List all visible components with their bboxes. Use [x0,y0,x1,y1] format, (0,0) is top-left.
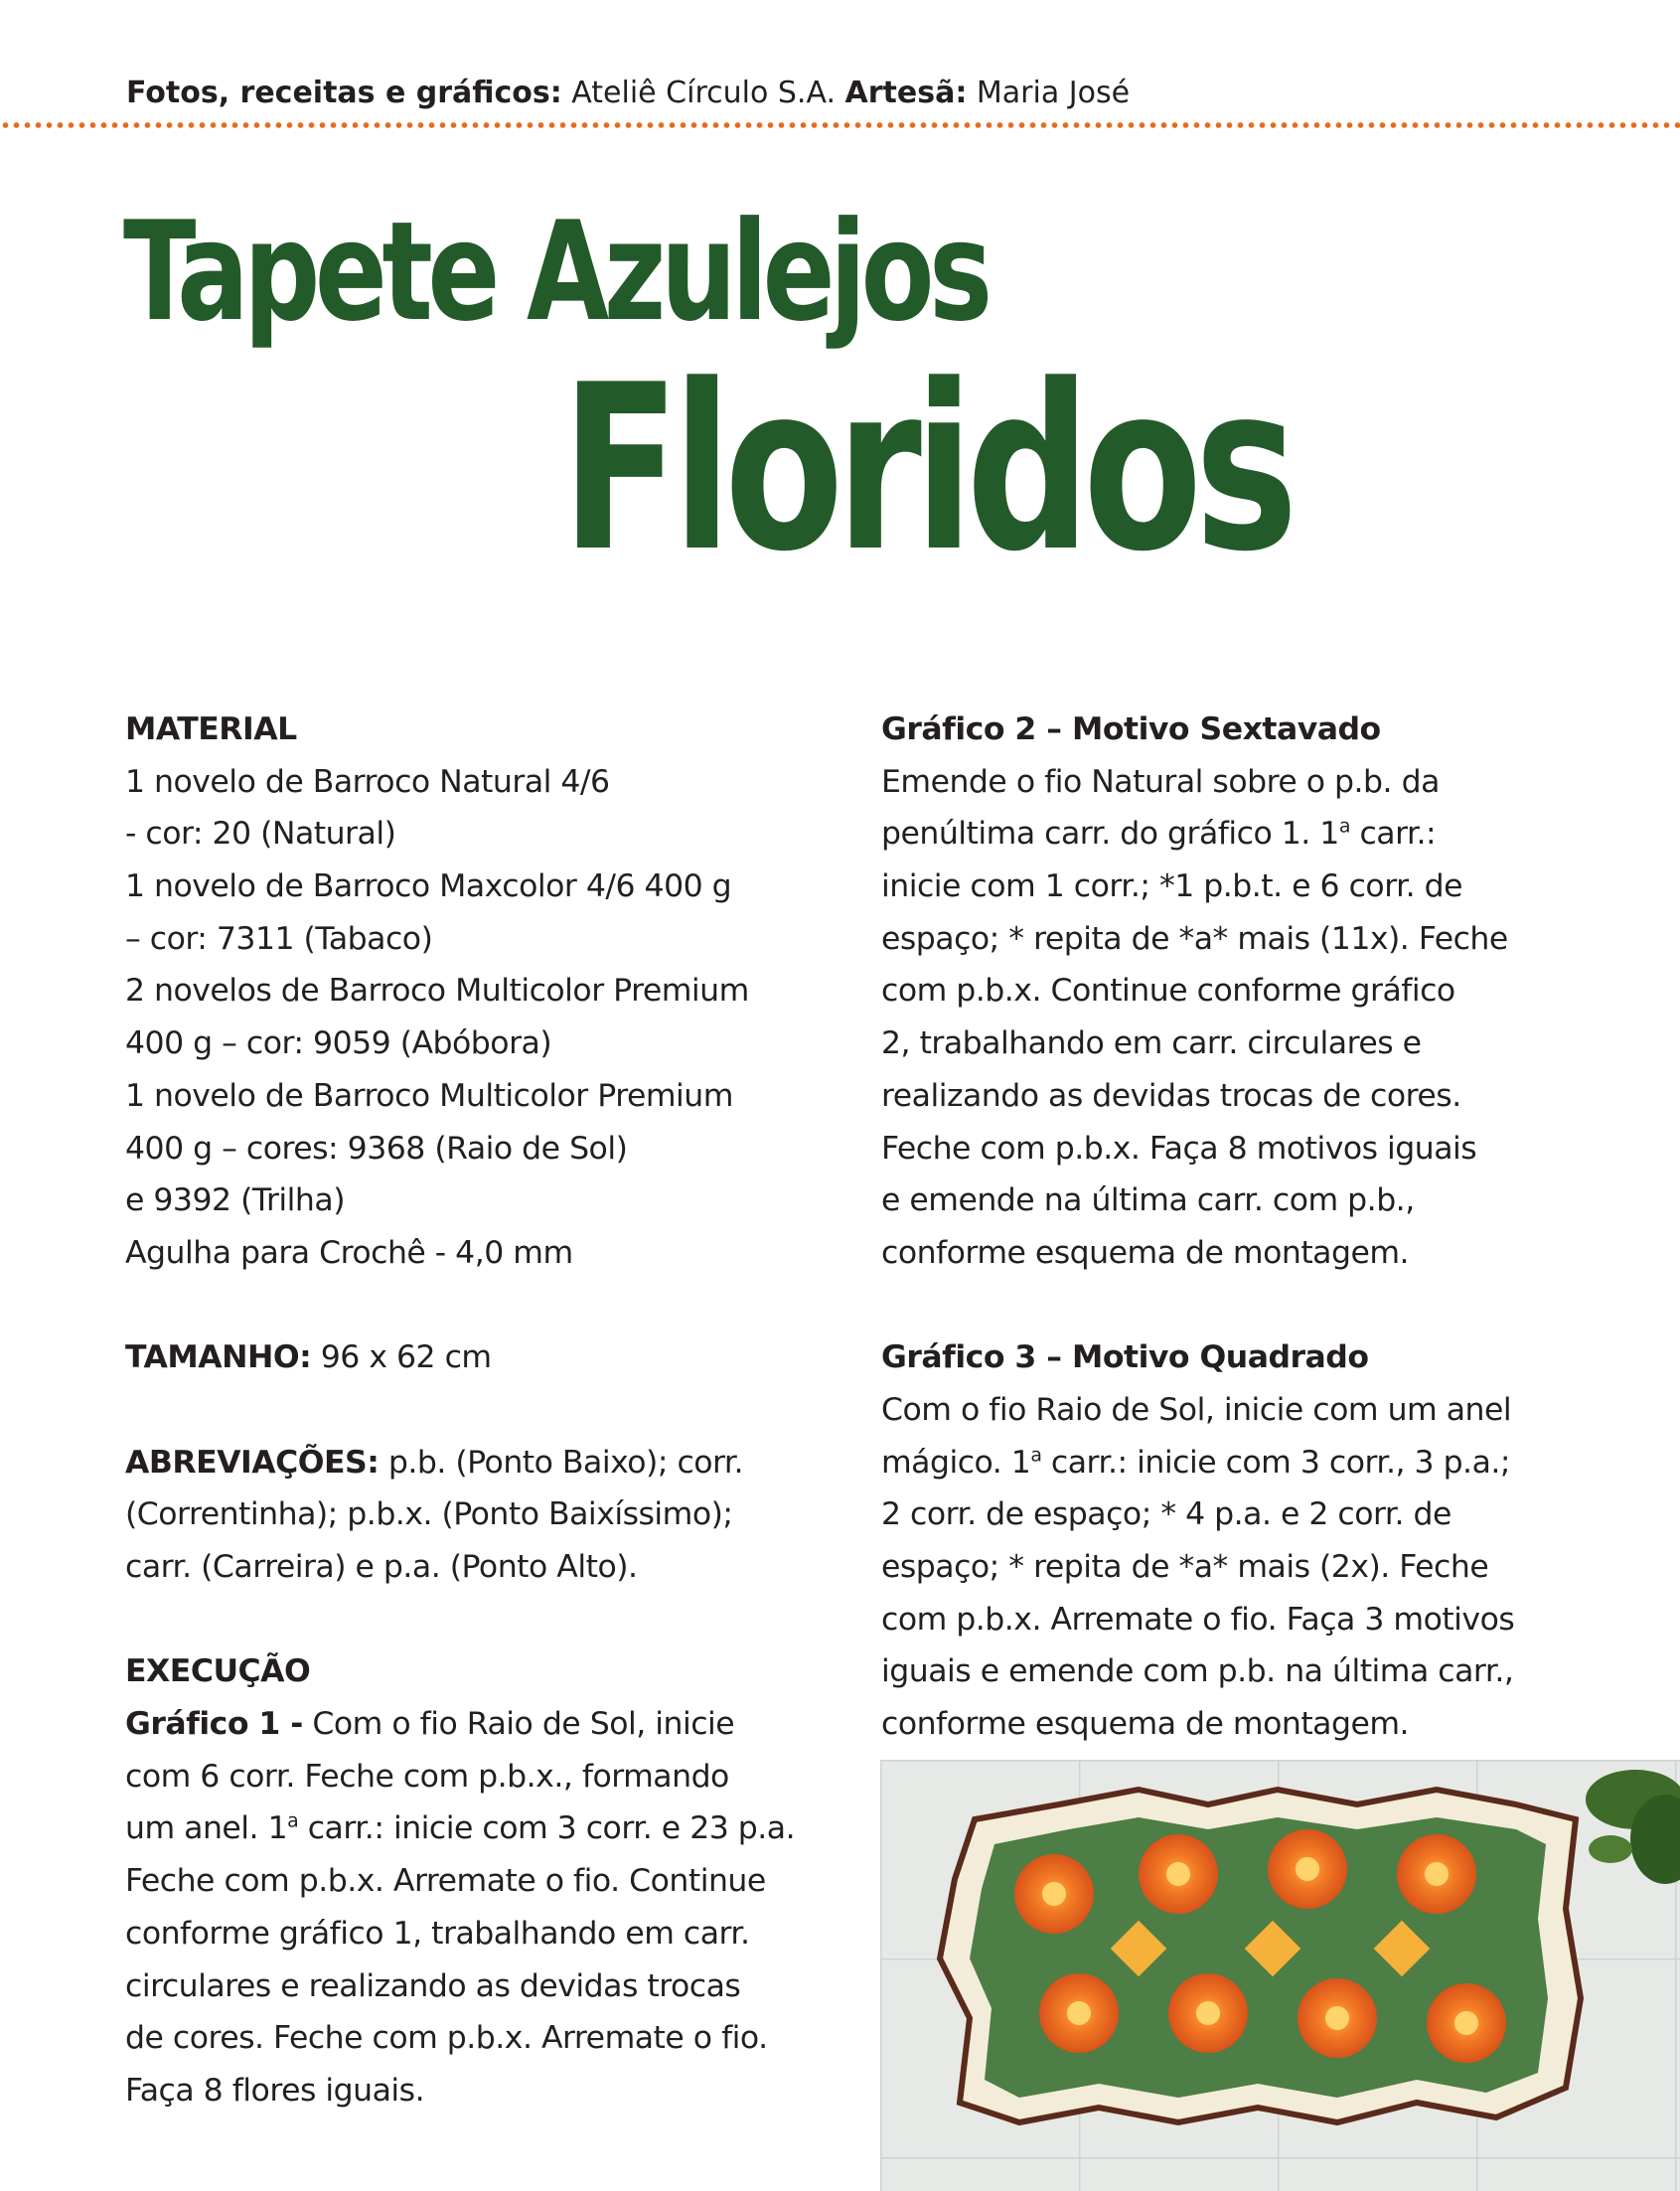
material-line: 400 g – cor: 9059 (Abóbora) [125,1025,552,1062]
chart3-heading: Gráfico 3 – Motivo Quadrado [881,1339,1369,1376]
execution-heading: EXECUÇÃO [125,1653,311,1690]
abbrev-line: (Correntinha); p.b.x. (Ponto Baixíssimo); [125,1496,733,1533]
material-heading: MATERIAL [125,711,297,747]
credits-photos-label: Fotos, receitas e gráficos: [126,76,562,110]
chart1-line: de cores. Feche com p.b.x. Arremate o fio. [125,2020,768,2057]
chart3-line: com p.b.x. Arremate o fio. Faça 3 motivos [881,1601,1515,1638]
rug-photo [880,1760,1680,2191]
material-line: – cor: 7311 (Tabaco) [125,920,433,957]
chart3-line: iguais e emende com p.b. na última carr., [881,1653,1514,1690]
chart2-line: com p.b.x. Continue conforme gráfico [881,973,1455,1010]
chart3-line [881,1437,1567,1489]
chart2-text: carr.: [1349,816,1437,853]
credits-photos-value: Ateliê Círculo S.A. [561,76,845,110]
abbrev-label: ABREVIAÇÕES: [125,1444,380,1481]
material-line: - cor: 20 (Natural) [125,816,396,853]
credits-artisan-label: Artesã: [844,76,968,110]
chart2-line: inicie com 1 corr.; *1 p.b.t. e 6 corr. de [881,868,1463,905]
material-line: 400 g – cores: 9368 (Raio de Sol) [125,1130,628,1167]
material-line: 1 novelo de Barroco Maxcolor 4/6 400 g [125,868,732,905]
credits-line [126,76,1130,111]
chart2-line: espaço; * repita de *a* mais (11x). Feche [881,920,1508,957]
chart1-line [125,1698,840,1751]
chart3-text: carr.: inicie com 3 corr., 3 p.a.; [1041,1444,1511,1481]
chart1-line: Faça 8 flores iguais. [125,2072,425,2109]
chart3-text: mágico. 1 [881,1444,1031,1481]
chart1-line [125,1802,840,1855]
size-value: 96 x 62 cm [311,1339,492,1376]
material-line: 1 novelo de Barroco Multicolor Premium [125,1077,733,1114]
page-title-line1: Tapete Azulejos [123,192,988,352]
chart1-line: conforme gráfico 1, trabalhando em carr. [125,1915,750,1952]
material-line: 1 novelo de Barroco Natural 4/6 [125,763,610,800]
chart1-text: um anel. 1 [125,1810,288,1847]
chart3-line: 2 corr. de espaço; * 4 p.a. e 2 corr. de [881,1496,1451,1533]
chart1-line: com 6 corr. Feche com p.b.x., formando [125,1758,729,1795]
abbrev-line: carr. (Carreira) e p.a. (Ponto Alto). [125,1549,638,1585]
chart1-text: carr.: inicie com 3 corr. e 23 p.a. [298,1810,796,1847]
chart1-line: Feche com p.b.x. Arremate o fio. Continue [125,1863,766,1900]
chart2-line: e emende na última carr. com p.b., [881,1182,1415,1219]
ordinal-sup: a [287,1810,299,1833]
chart3-line: Com o fio Raio de Sol, inicie com um anel [881,1391,1512,1428]
ordinal-sup: a [1030,1444,1042,1467]
dotted-divider [0,121,1680,129]
chart3-line: conforme esquema de montagem. [881,1706,1410,1743]
chart3-line: espaço; * repita de *a* mais (2x). Feche [881,1549,1489,1585]
chart2-text: penúltima carr. do gráfico 1. 1 [881,816,1339,853]
chart2-line: Emende o fio Natural sobre o p.b. da [881,763,1440,800]
chart2-line: realizando as devidas trocas de cores. [881,1077,1461,1114]
page-title-line2: Floridos [561,337,1291,602]
chart2-line: conforme esquema de montagem. [881,1234,1410,1271]
abbrev-text: p.b. (Ponto Baixo); corr. [379,1444,744,1481]
material-line: 2 novelos de Barroco Multicolor Premium [125,973,749,1010]
left-column [125,704,840,2117]
abbrev-line [125,1437,840,1489]
material-line: e 9392 (Trilha) [125,1182,345,1219]
ordinal-sup: a [1338,816,1350,839]
chart1-line: circulares e realizando as devidas trocas [125,1967,741,2004]
material-line: Agulha para Crochê - 4,0 mm [125,1234,573,1271]
chart2-line: Feche com p.b.x. Faça 8 motivos iguais [881,1130,1477,1167]
chart2-line [881,808,1567,861]
chart2-line: 2, trabalhando em carr. circulares e [881,1025,1422,1062]
right-column [881,704,1567,1751]
chart1-label: Gráfico 1 - [125,1706,303,1743]
rug-illustration [880,1760,1680,2191]
chart1-text: Com o fio Raio de Sol, inicie [302,1706,735,1743]
credits-artisan-value: Maria José [967,76,1131,110]
chart2-heading: Gráfico 2 – Motivo Sextavado [881,711,1381,747]
size-line [125,1331,840,1384]
size-label: TAMANHO: [125,1339,312,1376]
